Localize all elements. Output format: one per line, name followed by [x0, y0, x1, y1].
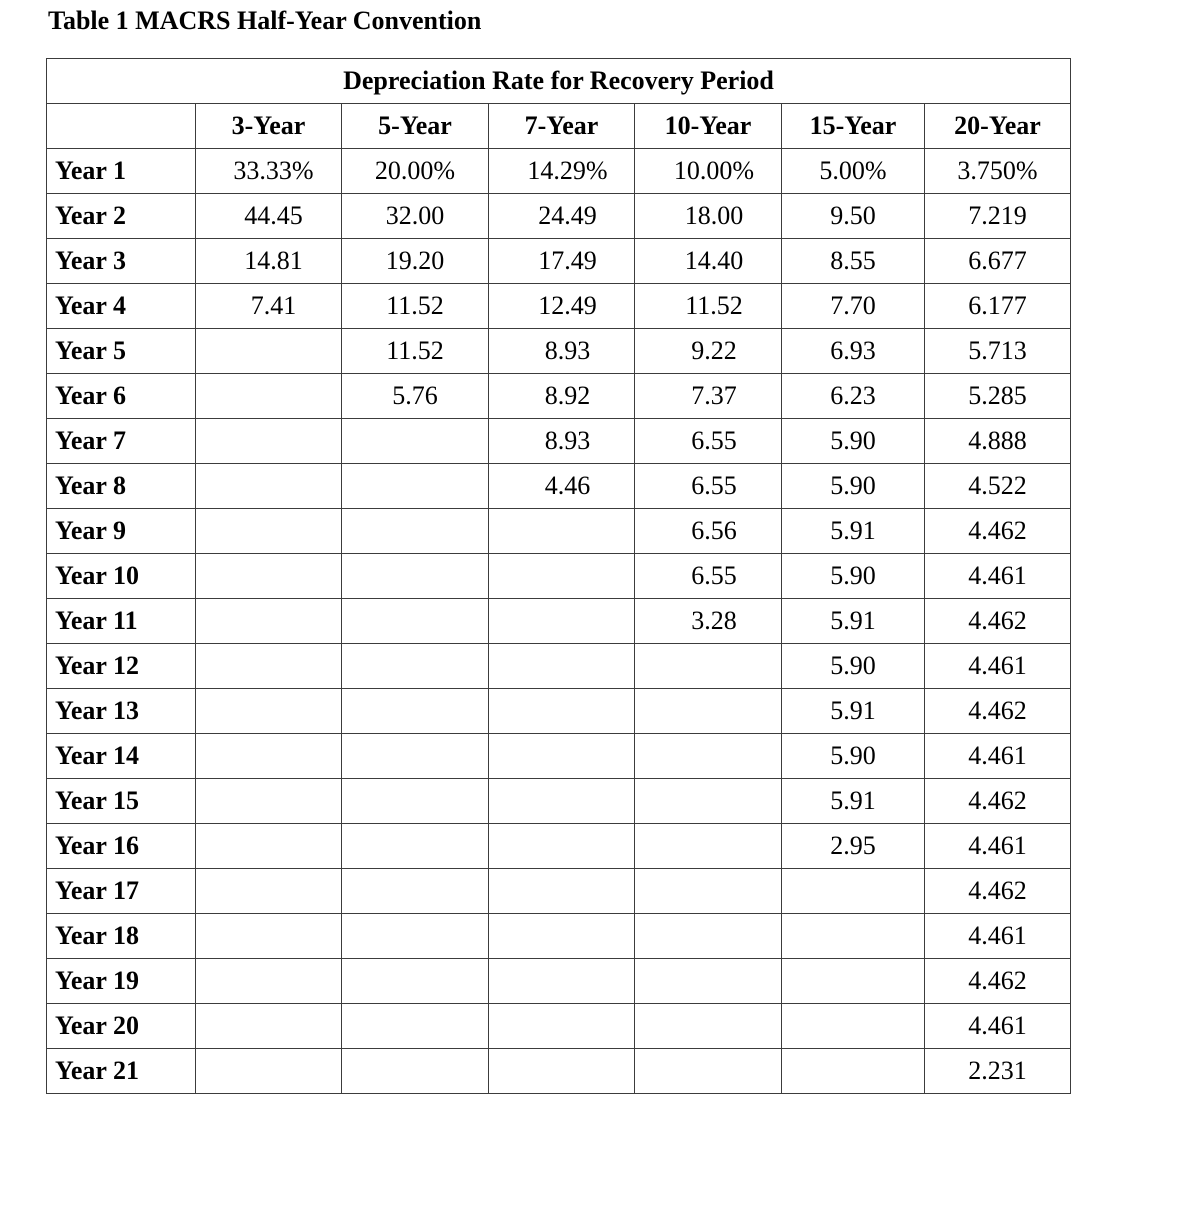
- row-label: Year 10: [47, 554, 196, 599]
- rate-value: 24.49: [538, 201, 597, 230]
- rate-cell: [925, 329, 1071, 374]
- row-label: Year 5: [47, 329, 196, 374]
- table-row: [47, 239, 1071, 284]
- rate-cell: [782, 824, 925, 869]
- table-row: [47, 959, 1071, 1004]
- table-row: [47, 284, 1071, 329]
- rate-cell: [342, 779, 489, 824]
- rate-value: 4.462: [968, 786, 1027, 815]
- rate-cell: [489, 284, 635, 329]
- rate-cell: [925, 734, 1071, 779]
- rate-cell: [196, 734, 342, 779]
- rate-cell: [342, 419, 489, 464]
- rate-cell: [925, 599, 1071, 644]
- rate-value: 17.49: [538, 246, 597, 275]
- table-row: [47, 599, 1071, 644]
- rate-cell: [782, 284, 925, 329]
- column-header: 3-Year: [196, 104, 342, 149]
- rate-value: 8.92: [544, 381, 591, 410]
- corner-cell: [47, 104, 196, 149]
- rate-cell: [342, 239, 489, 284]
- rate-value: 44.45: [244, 201, 303, 230]
- rate-cell: [342, 149, 489, 194]
- rate-value: 4.461: [968, 831, 1027, 860]
- rate-value: 5.285: [968, 381, 1027, 410]
- table-row: [47, 509, 1071, 554]
- rate-cell: [635, 464, 782, 509]
- rate-value: 7.70: [830, 291, 876, 320]
- rate-value: 10.00%: [673, 156, 755, 185]
- rate-value: 18.00: [684, 201, 744, 230]
- table-row: [47, 824, 1071, 869]
- rate-value: 4.461: [968, 921, 1027, 950]
- rate-value: 7.37: [691, 381, 737, 410]
- rate-value: 12.49: [538, 291, 597, 320]
- rate-value: 5.91: [830, 606, 876, 635]
- rate-value: 5.91: [830, 696, 876, 725]
- rate-value: 8.93: [544, 426, 591, 455]
- rate-cell: [925, 824, 1071, 869]
- macrs-table: [46, 58, 1071, 1094]
- rate-cell: [782, 599, 925, 644]
- rate-cell: [489, 1049, 635, 1094]
- rate-value: 6.55: [691, 426, 737, 455]
- rate-cell: [782, 464, 925, 509]
- rate-cell: [196, 599, 342, 644]
- rate-value: 5.90: [830, 426, 876, 455]
- rate-cell: [489, 149, 635, 194]
- rate-cell: [489, 374, 635, 419]
- row-label: Year 17: [47, 869, 196, 914]
- row-label: Year 3: [47, 239, 196, 284]
- rate-cell: [342, 689, 489, 734]
- rate-cell: [489, 734, 635, 779]
- rate-cell: [782, 419, 925, 464]
- rate-cell: [489, 1004, 635, 1049]
- rate-cell: [782, 194, 925, 239]
- rate-cell: [925, 914, 1071, 959]
- rate-cell: [925, 1004, 1071, 1049]
- row-label: Year 18: [47, 914, 196, 959]
- rate-value: 8.93: [544, 336, 591, 365]
- rate-value: 14.29%: [527, 156, 608, 185]
- rate-cell: [782, 1049, 925, 1094]
- rate-cell: [196, 329, 342, 374]
- rate-value: 3.750%: [957, 156, 1038, 185]
- rate-cell: [925, 284, 1071, 329]
- rate-cell: [925, 239, 1071, 284]
- rate-value: 4.462: [968, 966, 1027, 995]
- rate-cell: [635, 779, 782, 824]
- table-row: [47, 644, 1071, 689]
- rate-cell: [489, 959, 635, 1004]
- rate-cell: [635, 329, 782, 374]
- table-row: [47, 1049, 1071, 1094]
- rate-value: 5.91: [830, 786, 876, 815]
- rate-cell: [342, 869, 489, 914]
- rate-value: 5.90: [830, 561, 876, 590]
- rate-cell: [342, 734, 489, 779]
- row-label: Year 6: [47, 374, 196, 419]
- rate-cell: [782, 959, 925, 1004]
- rate-value: 7.41: [250, 291, 297, 320]
- table-row: [47, 374, 1071, 419]
- rate-cell: [196, 869, 342, 914]
- rate-cell: [782, 149, 925, 194]
- rate-value: 20.00%: [374, 156, 456, 185]
- rate-cell: [342, 509, 489, 554]
- rate-value: 6.93: [830, 336, 876, 365]
- table-row: [47, 554, 1071, 599]
- rate-cell: [196, 509, 342, 554]
- rate-cell: [196, 644, 342, 689]
- column-header: 15-Year: [782, 104, 925, 149]
- row-label: Year 16: [47, 824, 196, 869]
- table-row: [47, 869, 1071, 914]
- rate-cell: [196, 149, 342, 194]
- table-row: [47, 689, 1071, 734]
- rate-cell: [925, 1049, 1071, 1094]
- rate-value: 6.23: [830, 381, 876, 410]
- rate-value: 2.95: [830, 831, 876, 860]
- table-row: [47, 419, 1071, 464]
- group-header: Depreciation Rate for Recovery Period: [47, 59, 1071, 104]
- rate-cell: [635, 1049, 782, 1094]
- table-body: [47, 149, 1071, 1094]
- rate-cell: [489, 509, 635, 554]
- rate-value: 14.40: [684, 246, 744, 275]
- rate-cell: [342, 554, 489, 599]
- row-label: Year 13: [47, 689, 196, 734]
- rate-value: 5.90: [830, 741, 876, 770]
- rate-cell: [782, 689, 925, 734]
- rate-cell: [635, 734, 782, 779]
- rate-cell: [782, 914, 925, 959]
- rate-cell: [635, 149, 782, 194]
- rate-cell: [196, 824, 342, 869]
- table-row: [47, 1004, 1071, 1049]
- group-header-row: [47, 59, 1071, 104]
- rate-cell: [196, 374, 342, 419]
- rate-cell: [782, 644, 925, 689]
- rate-cell: [196, 464, 342, 509]
- rate-cell: [925, 464, 1071, 509]
- rate-cell: [196, 959, 342, 1004]
- rate-value: 5.91: [830, 516, 876, 545]
- column-header: 20-Year: [925, 104, 1071, 149]
- rate-value: 5.713: [968, 336, 1027, 365]
- rate-value: 4.462: [968, 516, 1027, 545]
- rate-cell: [489, 599, 635, 644]
- rate-cell: [782, 779, 925, 824]
- rate-value: 3.28: [691, 606, 737, 635]
- rate-cell: [342, 914, 489, 959]
- rate-cell: [635, 824, 782, 869]
- rate-cell: [782, 734, 925, 779]
- rate-cell: [196, 239, 342, 284]
- column-header-row: [47, 104, 1071, 149]
- table-row: [47, 914, 1071, 959]
- rate-value: 4.461: [968, 1011, 1027, 1040]
- rate-value: 5.90: [830, 471, 876, 500]
- rate-cell: [196, 419, 342, 464]
- row-label: Year 7: [47, 419, 196, 464]
- rate-cell: [342, 1004, 489, 1049]
- rate-value: 8.55: [830, 246, 876, 275]
- rate-cell: [782, 239, 925, 284]
- rate-value: 6.677: [968, 246, 1027, 275]
- rate-cell: [925, 509, 1071, 554]
- rate-cell: [635, 374, 782, 419]
- rate-cell: [635, 419, 782, 464]
- rate-value: 11.52: [386, 291, 444, 320]
- rate-value: 4.462: [968, 696, 1027, 725]
- rate-cell: [782, 329, 925, 374]
- rate-cell: [489, 689, 635, 734]
- rate-cell: [196, 1049, 342, 1094]
- rate-value: 5.00%: [819, 156, 887, 185]
- rate-value: 5.90: [830, 651, 876, 680]
- rate-value: 33.33%: [233, 156, 314, 185]
- rate-cell: [342, 1049, 489, 1094]
- rate-cell: [635, 1004, 782, 1049]
- rate-cell: [196, 914, 342, 959]
- rate-cell: [635, 644, 782, 689]
- rate-cell: [342, 464, 489, 509]
- rate-cell: [925, 374, 1071, 419]
- rate-value: 4.522: [968, 471, 1027, 500]
- rate-value: 4.462: [968, 876, 1027, 905]
- rate-cell: [489, 869, 635, 914]
- rate-cell: [196, 689, 342, 734]
- row-label: Year 2: [47, 194, 196, 239]
- rate-cell: [342, 374, 489, 419]
- rate-cell: [635, 239, 782, 284]
- rate-value: 4.461: [968, 741, 1027, 770]
- row-label: Year 15: [47, 779, 196, 824]
- rate-cell: [342, 284, 489, 329]
- rate-cell: [635, 284, 782, 329]
- rate-cell: [925, 959, 1071, 1004]
- rate-cell: [635, 509, 782, 554]
- rate-value: 5.76: [392, 381, 438, 410]
- rate-value: 4.462: [968, 606, 1027, 635]
- rate-value: 6.56: [691, 516, 737, 545]
- rate-value: 9.50: [830, 201, 876, 230]
- rate-value: 6.55: [691, 561, 737, 590]
- rate-cell: [635, 689, 782, 734]
- rate-cell: [489, 824, 635, 869]
- rate-cell: [342, 644, 489, 689]
- rate-cell: [489, 239, 635, 284]
- rate-cell: [925, 869, 1071, 914]
- rate-value: 4.461: [968, 651, 1027, 680]
- rate-cell: [489, 329, 635, 374]
- rate-value: 4.461: [968, 561, 1027, 590]
- row-label: Year 12: [47, 644, 196, 689]
- rate-cell: [635, 599, 782, 644]
- rate-cell: [925, 554, 1071, 599]
- rate-value: 19.20: [385, 246, 445, 275]
- rate-cell: [925, 779, 1071, 824]
- rate-cell: [342, 959, 489, 1004]
- rate-value: 7.219: [968, 201, 1027, 230]
- rate-cell: [196, 194, 342, 239]
- rate-cell: [489, 554, 635, 599]
- rate-value: 4.888: [968, 426, 1027, 455]
- rate-value: 6.55: [691, 471, 737, 500]
- rate-cell: [925, 689, 1071, 734]
- rate-cell: [925, 194, 1071, 239]
- rate-cell: [925, 419, 1071, 464]
- rate-cell: [635, 869, 782, 914]
- row-label: Year 1: [47, 149, 196, 194]
- rate-cell: [342, 599, 489, 644]
- row-label: Year 8: [47, 464, 196, 509]
- rate-cell: [489, 779, 635, 824]
- rate-cell: [489, 419, 635, 464]
- rate-cell: [782, 1004, 925, 1049]
- rate-cell: [489, 644, 635, 689]
- rate-cell: [489, 914, 635, 959]
- rate-value: 32.00: [385, 201, 445, 230]
- table-row: [47, 329, 1071, 374]
- rate-cell: [782, 509, 925, 554]
- row-label: Year 9: [47, 509, 196, 554]
- rate-cell: [925, 644, 1071, 689]
- rate-cell: [196, 284, 342, 329]
- table-title: Table 1 MACRS Half-Year Convention: [48, 6, 482, 35]
- rate-cell: [782, 374, 925, 419]
- row-label: Year 20: [47, 1004, 196, 1049]
- rate-value: 9.22: [691, 336, 737, 365]
- rate-cell: [635, 914, 782, 959]
- rate-cell: [925, 149, 1071, 194]
- rate-cell: [489, 194, 635, 239]
- row-label: Year 11: [47, 599, 196, 644]
- rate-value: 11.52: [386, 336, 444, 365]
- rate-value: 4.46: [544, 471, 591, 500]
- table-row: [47, 734, 1071, 779]
- column-header: 7-Year: [489, 104, 635, 149]
- rate-cell: [196, 779, 342, 824]
- rate-cell: [635, 959, 782, 1004]
- rate-cell: [635, 194, 782, 239]
- column-header: 10-Year: [635, 104, 782, 149]
- rate-value: 11.52: [685, 291, 743, 320]
- table-row: [47, 464, 1071, 509]
- rate-value: 6.177: [968, 291, 1027, 320]
- row-label: Year 14: [47, 734, 196, 779]
- table-row: [47, 149, 1071, 194]
- rate-cell: [782, 554, 925, 599]
- table-row: [47, 779, 1071, 824]
- row-label: Year 21: [47, 1049, 196, 1094]
- row-label: Year 4: [47, 284, 196, 329]
- rate-value: 2.231: [968, 1056, 1027, 1085]
- rate-cell: [342, 824, 489, 869]
- rate-cell: [782, 869, 925, 914]
- rate-cell: [196, 554, 342, 599]
- table-row: [47, 194, 1071, 239]
- rate-cell: [196, 1004, 342, 1049]
- column-header: 5-Year: [342, 104, 489, 149]
- row-label: Year 19: [47, 959, 196, 1004]
- rate-cell: [342, 329, 489, 374]
- rate-value: 14.81: [244, 246, 303, 275]
- rate-cell: [489, 464, 635, 509]
- rate-cell: [635, 554, 782, 599]
- rate-cell: [342, 194, 489, 239]
